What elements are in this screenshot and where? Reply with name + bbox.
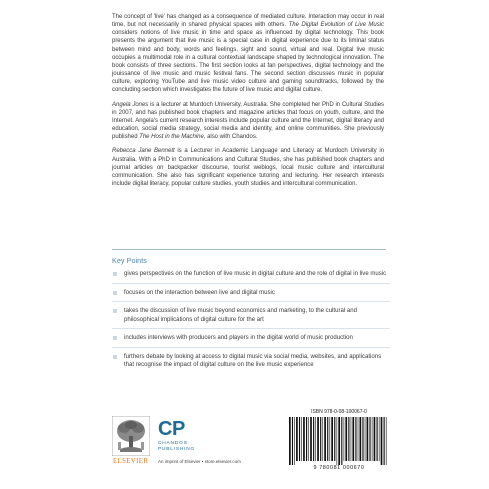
paragraph-1-body: considers notions of live music in time and space as influenced by digital technology. This book presents the argument that live music is a special case in digital experience due to its liminal status between mind and body, words and feelings, sight and sound, virtual and real. Digital live music occupies a multimodal role in a cultural contextual landscape shaped by technological innovation. The book consists of three sections. The first section looks at fan perspectives, digital technology and the jouissance of live music and music festival fans. The second section discusses music in popular culture, exploring YouTube and live music video culture and gaming soundtracks, followed by the concluding section which investigates the future of live music and digital culture. xyxy=(112,30,384,94)
barcode-bar xyxy=(337,417,338,465)
author-bio-angela-text: is a lecturer at Murdoch University, Australia. She completed her PhD in Cultural Studies in 2007, and has published book chapters and magazine articles that focus on youth, culture, and the Internet. Angela's current research interests include popular culture and the Internet, digital literacy and education, social media strategy, social media and identity, and online communities. She previously published xyxy=(112,101,385,141)
key-point-text: furthers debate by looking at access to digital music via social media, websites, and applications that recognise the impact of digital culture on the live music experience xyxy=(124,353,382,368)
barcode-bar xyxy=(294,417,295,465)
barcode-bar xyxy=(324,417,326,461)
key-point-item xyxy=(112,334,390,343)
barcode-bar xyxy=(345,417,347,461)
barcode-bar xyxy=(386,417,387,465)
barcode-bar xyxy=(348,417,349,461)
key-point-separator xyxy=(112,347,390,348)
barcode-bar xyxy=(308,417,309,461)
barcode-bar xyxy=(351,417,352,461)
author-name-rebecca: Rebecca Jane Bennett xyxy=(112,148,175,155)
barcode-bar xyxy=(315,417,316,461)
author-bio-rebecca xyxy=(112,147,384,188)
barcode-bar xyxy=(301,417,302,461)
key-points-list xyxy=(112,270,390,370)
author-bio-rebecca-text: is a Lecturer in Academic Language and Literacy at Murdoch University in Australia. With a PhD in Communications and Cultural Studies, she has published book chapters and journal articles on backpacker discourse, tourist weblogs, local music culture and intercultural communication. She also has significant experience tutoring and lecturing. Her research interests include digital literacy, popular culture studies, youth studies and intercultural communication. xyxy=(112,148,385,187)
section-divider xyxy=(112,249,386,250)
barcode-bar xyxy=(384,417,385,465)
key-point-separator xyxy=(112,301,390,302)
barcode-icon xyxy=(287,417,391,465)
barcode-bar xyxy=(341,417,342,465)
barcode-bar xyxy=(344,417,345,461)
barcode-digits: 9 780081 000670 xyxy=(313,465,365,471)
paragraph-1-intro: The concept of 'live' has changed as a consequence of mediated culture. Interaction may occur in real time, but not necessarily in shared physical spaces with others. xyxy=(112,14,384,29)
barcode-bar xyxy=(331,417,333,461)
barcode-bar xyxy=(327,417,328,461)
barcode-bar xyxy=(299,417,300,461)
author-name-angela: Angela Jones xyxy=(112,101,149,108)
isbn-barcode xyxy=(284,409,394,475)
barcode-bar xyxy=(313,417,314,461)
book-title: The Digital Evolution of Live Music xyxy=(288,22,385,29)
barcode-bar xyxy=(362,417,363,461)
barcode-bar xyxy=(355,417,356,461)
barcode-bar xyxy=(352,417,354,461)
key-point-separator xyxy=(112,328,390,329)
barcode-bar xyxy=(379,417,380,461)
barcode-bar xyxy=(358,417,359,461)
key-point-item xyxy=(112,270,390,279)
author-bio-angela-end: , also with Chandos. xyxy=(203,134,258,141)
publisher-logos xyxy=(112,416,272,476)
elsevier-tree-logo-icon xyxy=(112,416,150,456)
barcode-bar xyxy=(369,417,370,461)
barcode-bar xyxy=(303,417,305,461)
square-bullet-icon xyxy=(113,336,117,340)
key-point-item xyxy=(112,289,390,298)
key-point-text: includes interviews with producers and players in the digital world of music production xyxy=(124,335,353,341)
key-point-item xyxy=(112,353,390,370)
description-paragraph-1 xyxy=(112,13,384,95)
square-bullet-icon xyxy=(113,291,117,295)
publishing-wordmark: PUBLISHING xyxy=(158,447,196,452)
barcode-bar xyxy=(296,417,298,461)
author-bio-angela xyxy=(112,101,384,142)
square-bullet-icon xyxy=(113,309,117,313)
barcode-bar xyxy=(292,417,293,465)
barcode-bar xyxy=(367,417,369,461)
barcode-bar xyxy=(338,417,340,465)
barcode-bar xyxy=(306,417,307,461)
description-text xyxy=(112,13,384,194)
key-point-item xyxy=(112,307,390,324)
imprint-note: An imprint of Elsevier • store.elsevier.com xyxy=(158,459,241,464)
previous-book-title: The Host in the Machine xyxy=(139,134,204,141)
barcode-bar xyxy=(372,417,373,461)
square-bullet-icon xyxy=(113,355,117,359)
barcode-bar xyxy=(310,417,312,461)
barcode-bar xyxy=(377,417,378,461)
barcode-bar xyxy=(317,417,319,461)
chandos-cp-logo: CP xyxy=(158,418,185,440)
key-points-title: Key Points xyxy=(112,256,147,265)
key-point-text: focuses on the interaction between live and digital music xyxy=(124,289,275,296)
key-point-text: takes the discussion of live music beyond economics and marketing, to the cultural and philosophical implications of digital culture for the art xyxy=(124,308,357,323)
barcode-bar xyxy=(381,417,383,465)
barcode-bar xyxy=(374,417,376,461)
elsevier-wordmark: ELSEVIER xyxy=(113,458,149,465)
chandos-wordmark: CHANDOS xyxy=(158,441,188,446)
key-point-text: gives perspectives on the function of live music in digital culture and the role of digital in live music xyxy=(124,271,387,277)
barcode-bar xyxy=(322,417,323,461)
barcode-bar xyxy=(360,417,362,461)
key-point-separator xyxy=(112,283,390,284)
isbn-text: ISBN 978-0-08-100067-0 xyxy=(311,409,367,415)
barcode-bar xyxy=(289,417,291,465)
barcode-bar xyxy=(365,417,366,461)
square-bullet-icon xyxy=(113,272,117,276)
barcode-bar xyxy=(334,417,335,461)
barcode-bar xyxy=(330,417,331,461)
barcode-bar xyxy=(320,417,321,461)
